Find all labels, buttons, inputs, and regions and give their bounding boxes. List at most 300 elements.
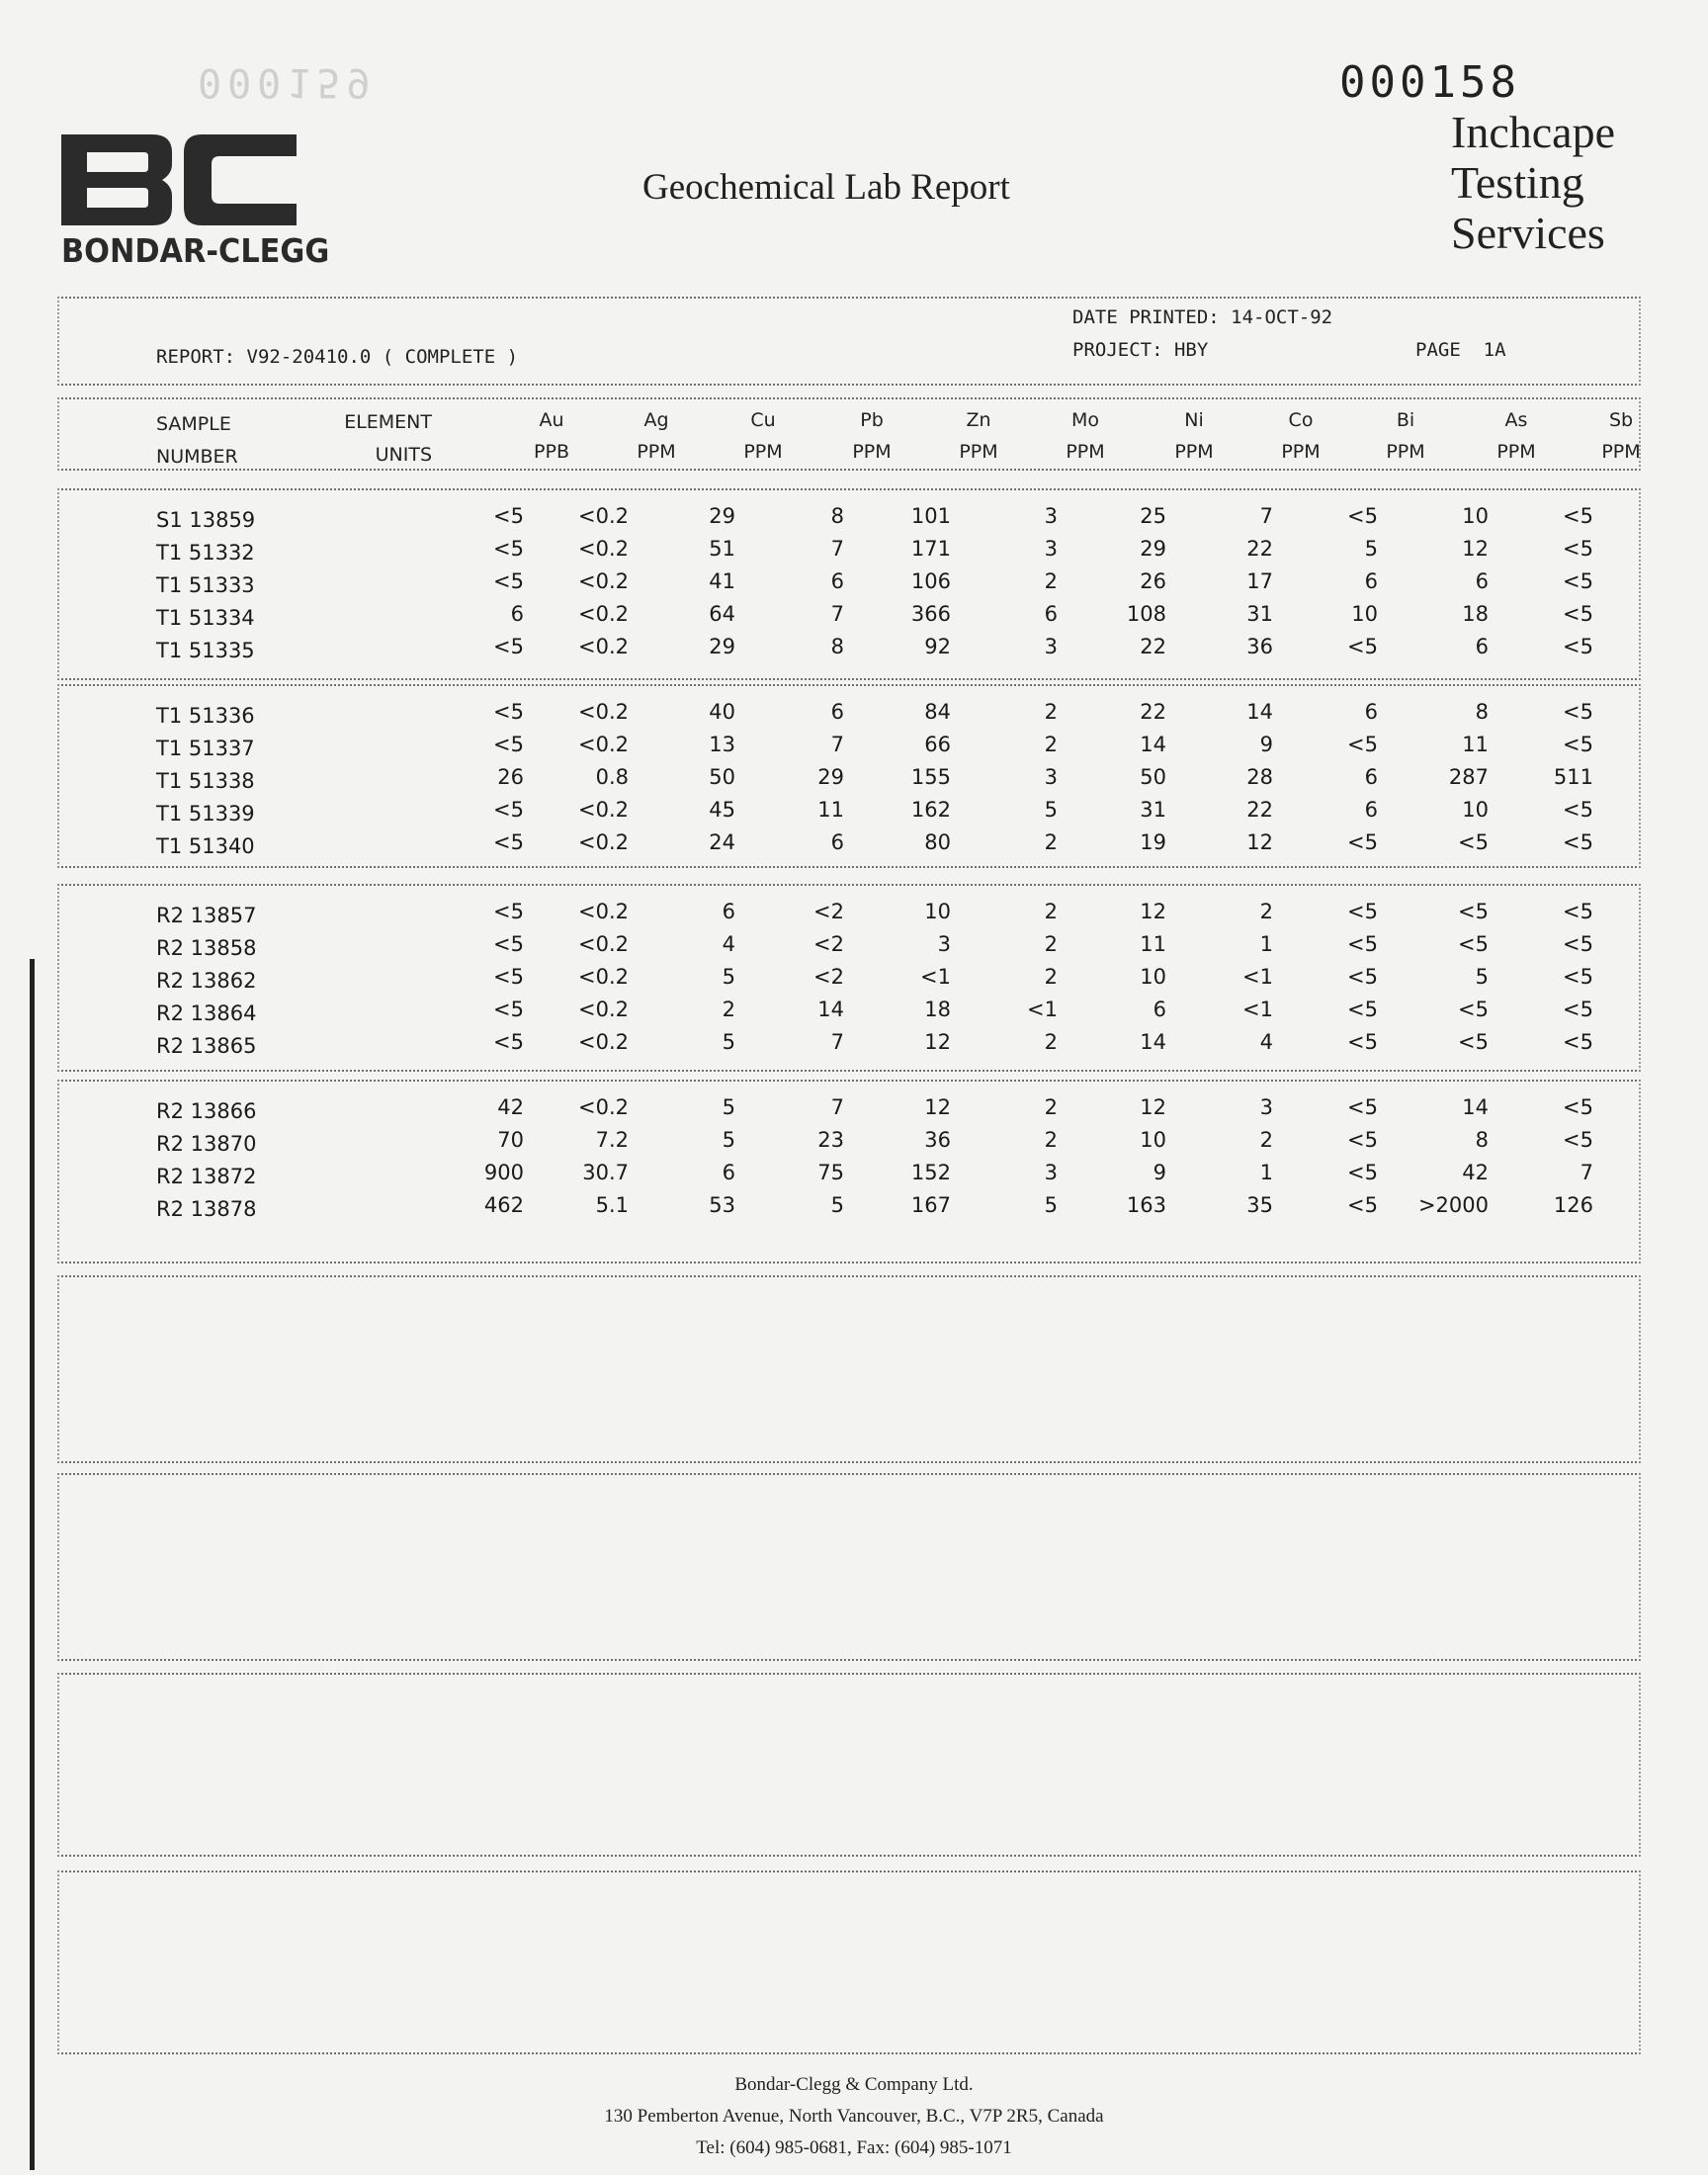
- footer-phone: Tel: (604) 985-0681, Fax: (604) 985-1071: [696, 2137, 1012, 2158]
- cell-zn: 36: [924, 1128, 951, 1152]
- sample-number: R2 13862: [156, 969, 257, 993]
- cell-as: 6: [1475, 635, 1489, 658]
- cell-co: 14: [1246, 700, 1273, 724]
- cell-co: 4: [1259, 1030, 1273, 1054]
- cell-ag: <0.2: [578, 569, 629, 593]
- cell-mo: 2: [1044, 932, 1058, 956]
- cell-ag: 5.1: [595, 1193, 629, 1217]
- cell-co: 12: [1246, 830, 1273, 854]
- table-row: [59, 1128, 1639, 1162]
- cell-sb: <5: [1563, 733, 1593, 756]
- company-name-line: Inchcape: [1451, 107, 1615, 157]
- cell-ni: 14: [1140, 1030, 1166, 1054]
- cell-co: 22: [1246, 537, 1273, 561]
- cell-as: <5: [1458, 998, 1489, 1021]
- cell-au: <5: [493, 998, 524, 1021]
- sample-number: R2 13872: [156, 1165, 257, 1188]
- table-row: [59, 602, 1639, 636]
- report-info-box: [57, 297, 1641, 386]
- cell-sb: <5: [1563, 1030, 1593, 1054]
- cell-sb: <5: [1563, 569, 1593, 593]
- cell-co: 28: [1246, 765, 1273, 789]
- cell-bi: <5: [1347, 635, 1378, 658]
- cell-mo: 2: [1044, 1128, 1058, 1152]
- cell-bi: <5: [1347, 965, 1378, 989]
- cell-mo: 2: [1044, 569, 1058, 593]
- cell-cu: 5: [722, 965, 735, 989]
- cell-sb: <5: [1563, 900, 1593, 923]
- cell-cu: 41: [709, 569, 735, 593]
- cell-bi: 10: [1351, 602, 1378, 626]
- cell-ag: <0.2: [578, 733, 629, 756]
- cell-cu: 2: [722, 998, 735, 1021]
- cell-sb: <5: [1563, 602, 1593, 626]
- cell-ni: 22: [1140, 635, 1166, 658]
- cell-ni: 25: [1140, 504, 1166, 528]
- cell-zn: 3: [937, 932, 951, 956]
- cell-zn: 106: [910, 569, 951, 593]
- column-unit-header: PPM: [1496, 441, 1536, 463]
- cell-sb: <5: [1563, 932, 1593, 956]
- cell-ni: 22: [1140, 700, 1166, 724]
- cell-au: 70: [497, 1128, 524, 1152]
- logo-wordmark: BONDAR-CLEGG: [61, 231, 330, 270]
- cell-ag: <0.2: [578, 998, 629, 1021]
- cell-pb: <2: [813, 965, 844, 989]
- cell-au: <5: [493, 700, 524, 724]
- table-header: [57, 397, 1641, 471]
- document-number: 000158: [1339, 57, 1520, 108]
- cell-pb: 7: [830, 1030, 844, 1054]
- cell-as: 11: [1462, 733, 1489, 756]
- cell-au: 900: [483, 1161, 524, 1184]
- cell-mo: 2: [1044, 965, 1058, 989]
- cell-sb: <5: [1563, 635, 1593, 658]
- cell-zn: 162: [910, 798, 951, 822]
- sample-header: SAMPLE: [156, 413, 231, 435]
- cell-bi: <5: [1347, 932, 1378, 956]
- cell-cu: 53: [709, 1193, 735, 1217]
- cell-sb: <5: [1563, 830, 1593, 854]
- cell-bi: <5: [1347, 1095, 1378, 1119]
- cell-mo: 3: [1044, 635, 1058, 658]
- scan-edge-mark: [30, 959, 35, 2170]
- sample-group: [57, 1080, 1641, 1263]
- cell-zn: 101: [910, 504, 951, 528]
- cell-mo: 2: [1044, 733, 1058, 756]
- cell-sb: <5: [1563, 537, 1593, 561]
- column-unit-header: PPM: [1601, 441, 1641, 463]
- cell-mo: 2: [1044, 1030, 1058, 1054]
- cell-bi: <5: [1347, 998, 1378, 1021]
- cell-sb: <5: [1563, 1095, 1593, 1119]
- cell-zn: 167: [910, 1193, 951, 1217]
- cell-mo: 6: [1044, 602, 1058, 626]
- cell-co: <1: [1242, 965, 1273, 989]
- cell-mo: 2: [1044, 1095, 1058, 1119]
- table-row: [59, 537, 1639, 570]
- cell-cu: 50: [709, 765, 735, 789]
- column-unit-header: PPM: [1281, 441, 1321, 463]
- cell-cu: 24: [709, 830, 735, 854]
- empty-group: [57, 1870, 1641, 2054]
- cell-ni: 163: [1126, 1193, 1166, 1217]
- cell-zn: 171: [910, 537, 951, 561]
- cell-pb: 6: [830, 700, 844, 724]
- cell-sb: 7: [1580, 1161, 1593, 1184]
- company-name-line: Services: [1451, 208, 1605, 258]
- table-row: [59, 569, 1639, 603]
- cell-mo: 3: [1044, 765, 1058, 789]
- cell-au: 26: [497, 765, 524, 789]
- cell-sb: <5: [1563, 798, 1593, 822]
- cell-cu: 64: [709, 602, 735, 626]
- cell-bi: <5: [1347, 1193, 1378, 1217]
- cell-mo: 3: [1044, 537, 1058, 561]
- cell-ni: 14: [1140, 733, 1166, 756]
- empty-group: [57, 1673, 1641, 1857]
- sample-number: R2 13870: [156, 1132, 257, 1156]
- cell-ag: 0.8: [595, 765, 629, 789]
- column-unit-header: PPM: [852, 441, 892, 463]
- cell-cu: 5: [722, 1095, 735, 1119]
- cell-as: <5: [1458, 900, 1489, 923]
- table-row: [59, 1030, 1639, 1064]
- table-row: [59, 998, 1639, 1031]
- cell-pb: 23: [817, 1128, 844, 1152]
- cell-cu: 13: [709, 733, 735, 756]
- cell-as: <5: [1458, 830, 1489, 854]
- cell-ag: <0.2: [578, 830, 629, 854]
- table-row: [59, 733, 1639, 766]
- cell-mo: 2: [1044, 900, 1058, 923]
- cell-zn: 92: [924, 635, 951, 658]
- element-header: ELEMENT: [344, 411, 432, 433]
- sample-number: R2 13858: [156, 936, 257, 960]
- sample-number: T1 51335: [156, 639, 255, 662]
- cell-cu: 29: [709, 504, 735, 528]
- cell-ag: <0.2: [578, 798, 629, 822]
- cell-ag: <0.2: [578, 602, 629, 626]
- cell-co: 7: [1259, 504, 1273, 528]
- cell-ni: 108: [1126, 602, 1166, 626]
- cell-ni: 12: [1140, 1095, 1166, 1119]
- cell-zn: 66: [924, 733, 951, 756]
- column-element-header: Pb: [860, 409, 884, 431]
- project: PROJECT: HBY: [1072, 339, 1209, 361]
- cell-pb: 6: [830, 830, 844, 854]
- cell-sb: <5: [1563, 1128, 1593, 1152]
- cell-cu: 45: [709, 798, 735, 822]
- cell-au: <5: [493, 965, 524, 989]
- column-element-header: Cu: [750, 409, 776, 431]
- cell-ni: 26: [1140, 569, 1166, 593]
- cell-as: 14: [1462, 1095, 1489, 1119]
- cell-sb: 511: [1553, 765, 1593, 789]
- cell-bi: <5: [1347, 733, 1378, 756]
- column-unit-header: PPM: [743, 441, 783, 463]
- cell-pb: 75: [817, 1161, 844, 1184]
- column-unit-header: PPM: [1066, 441, 1105, 463]
- cell-mo: 2: [1044, 830, 1058, 854]
- cell-ni: 10: [1140, 965, 1166, 989]
- table-row: [59, 765, 1639, 799]
- table-row: [59, 830, 1639, 864]
- cell-pb: 11: [817, 798, 844, 822]
- cell-au: <5: [493, 932, 524, 956]
- cell-mo: 5: [1044, 1193, 1058, 1217]
- cell-co: 31: [1246, 602, 1273, 626]
- table-row: [59, 700, 1639, 734]
- page-number: PAGE 1A: [1415, 339, 1506, 361]
- cell-zn: 18: [924, 998, 951, 1021]
- column-element-header: Co: [1288, 409, 1314, 431]
- date-printed: DATE PRINTED: 14-OCT-92: [1072, 306, 1333, 328]
- cell-as: 8: [1475, 1128, 1489, 1152]
- sample-number: R2 13878: [156, 1197, 257, 1221]
- sample-number: T1 51337: [156, 737, 255, 760]
- cell-zn: 80: [924, 830, 951, 854]
- cell-pb: 6: [830, 569, 844, 593]
- table-row: [59, 932, 1639, 966]
- cell-as: 10: [1462, 798, 1489, 822]
- cell-sb: <5: [1563, 700, 1593, 724]
- table-row: [59, 1193, 1639, 1227]
- cell-co: 36: [1246, 635, 1273, 658]
- report-title: Geochemical Lab Report: [642, 167, 1010, 208]
- sample-number: S1 13859: [156, 508, 256, 532]
- cell-sb: <5: [1563, 998, 1593, 1021]
- cell-bi: <5: [1347, 1161, 1378, 1184]
- cell-cu: 4: [722, 932, 735, 956]
- cell-as: 18: [1462, 602, 1489, 626]
- cell-as: 42: [1462, 1161, 1489, 1184]
- sample-number: R2 13865: [156, 1034, 257, 1058]
- sample-group: [57, 884, 1641, 1072]
- sample-number: R2 13857: [156, 904, 257, 927]
- sample-number: T1 51336: [156, 704, 255, 728]
- cell-zn: 84: [924, 700, 951, 724]
- cell-ni: 19: [1140, 830, 1166, 854]
- cell-as: 5: [1475, 965, 1489, 989]
- cell-as: 12: [1462, 537, 1489, 561]
- cell-as: 8: [1475, 700, 1489, 724]
- cell-cu: 40: [709, 700, 735, 724]
- cell-pb: 14: [817, 998, 844, 1021]
- cell-co: 35: [1246, 1193, 1273, 1217]
- cell-ni: 12: [1140, 900, 1166, 923]
- column-element-header: Zn: [966, 409, 991, 431]
- cell-bi: 6: [1364, 798, 1378, 822]
- cell-ag: <0.2: [578, 635, 629, 658]
- cell-pb: 29: [817, 765, 844, 789]
- cell-as: 6: [1475, 569, 1489, 593]
- cell-pb: 7: [830, 602, 844, 626]
- cell-ni: 29: [1140, 537, 1166, 561]
- column-unit-header: PPM: [1174, 441, 1214, 463]
- cell-ag: <0.2: [578, 700, 629, 724]
- cell-ag: 30.7: [582, 1161, 629, 1184]
- ghost-page-number: 000159: [198, 59, 377, 105]
- cell-zn: 366: [910, 602, 951, 626]
- sample-group: [57, 488, 1641, 680]
- cell-sb: <5: [1563, 965, 1593, 989]
- column-element-header: Sb: [1608, 409, 1634, 431]
- cell-zn: 152: [910, 1161, 951, 1184]
- sample-number: R2 13866: [156, 1099, 257, 1123]
- cell-au: <5: [493, 569, 524, 593]
- company-name-line: Testing: [1451, 157, 1584, 208]
- cell-pb: 7: [830, 537, 844, 561]
- cell-ni: 31: [1140, 798, 1166, 822]
- cell-co: 2: [1259, 1128, 1273, 1152]
- cell-bi: 5: [1364, 537, 1378, 561]
- cell-cu: 29: [709, 635, 735, 658]
- footer-address: 130 Pemberton Avenue, North Vancouver, B.C., V7P 2R5, Canada: [604, 2106, 1104, 2127]
- cell-ag: <0.2: [578, 900, 629, 923]
- cell-as: <5: [1458, 932, 1489, 956]
- cell-ni: 6: [1153, 998, 1166, 1021]
- table-row: [59, 504, 1639, 538]
- empty-group: [57, 1473, 1641, 1661]
- cell-cu: 5: [722, 1128, 735, 1152]
- cell-au: <5: [493, 798, 524, 822]
- cell-bi: 6: [1364, 569, 1378, 593]
- sample-number: T1 51332: [156, 541, 255, 565]
- cell-au: 6: [510, 602, 524, 626]
- cell-au: <5: [493, 733, 524, 756]
- cell-pb: 7: [830, 1095, 844, 1119]
- cell-ag: <0.2: [578, 1030, 629, 1054]
- cell-ni: 50: [1140, 765, 1166, 789]
- cell-zn: 10: [924, 900, 951, 923]
- cell-au: <5: [493, 635, 524, 658]
- column-element-header: Ag: [643, 409, 669, 431]
- sample-number: T1 51340: [156, 834, 255, 858]
- cell-zn: 155: [910, 765, 951, 789]
- cell-co: <1: [1242, 998, 1273, 1021]
- cell-bi: <5: [1347, 900, 1378, 923]
- cell-au: <5: [493, 830, 524, 854]
- column-element-header: Mo: [1070, 409, 1100, 431]
- sample-number: T1 51338: [156, 769, 255, 793]
- cell-mo: 5: [1044, 798, 1058, 822]
- company-name: [1451, 107, 1615, 258]
- cell-sb: 126: [1553, 1193, 1593, 1217]
- report-id: REPORT: V92-20410.0 ( COMPLETE ): [156, 346, 519, 368]
- cell-as: >2000: [1417, 1193, 1489, 1217]
- cell-co: 1: [1259, 1161, 1273, 1184]
- cell-au: 462: [483, 1193, 524, 1217]
- cell-pb: <2: [813, 900, 844, 923]
- column-unit-header: PPM: [959, 441, 998, 463]
- cell-zn: <1: [920, 965, 951, 989]
- cell-co: 9: [1259, 733, 1273, 756]
- cell-au: 42: [497, 1095, 524, 1119]
- cell-co: 2: [1259, 900, 1273, 923]
- cell-ag: <0.2: [578, 1095, 629, 1119]
- table-row: [59, 635, 1639, 668]
- cell-au: <5: [493, 537, 524, 561]
- cell-co: 1: [1259, 932, 1273, 956]
- cell-co: 22: [1246, 798, 1273, 822]
- cell-bi: <5: [1347, 1128, 1378, 1152]
- cell-au: <5: [493, 900, 524, 923]
- table-row: [59, 1161, 1639, 1194]
- column-unit-header: PPM: [637, 441, 676, 463]
- cell-ag: <0.2: [578, 537, 629, 561]
- cell-pb: <2: [813, 932, 844, 956]
- units-header: UNITS: [375, 444, 432, 466]
- cell-co: 3: [1259, 1095, 1273, 1119]
- cell-mo: <1: [1027, 998, 1058, 1021]
- cell-cu: 6: [722, 1161, 735, 1184]
- cell-ni: 9: [1153, 1161, 1166, 1184]
- cell-mo: 2: [1044, 700, 1058, 724]
- cell-ni: 10: [1140, 1128, 1166, 1152]
- cell-bi: 6: [1364, 765, 1378, 789]
- cell-as: 287: [1448, 765, 1489, 789]
- column-element-header: Ni: [1184, 409, 1204, 431]
- column-element-header: Au: [539, 409, 564, 431]
- empty-group: [57, 1275, 1641, 1463]
- sample-group: [57, 684, 1641, 868]
- table-row: [59, 965, 1639, 999]
- cell-ni: 11: [1140, 932, 1166, 956]
- cell-co: 17: [1246, 569, 1273, 593]
- cell-pb: 8: [830, 635, 844, 658]
- sample-number: T1 51339: [156, 802, 255, 826]
- sample-number: T1 51333: [156, 573, 255, 597]
- cell-cu: 51: [709, 537, 735, 561]
- cell-cu: 5: [722, 1030, 735, 1054]
- cell-cu: 6: [722, 900, 735, 923]
- cell-mo: 3: [1044, 1161, 1058, 1184]
- number-header: NUMBER: [156, 446, 238, 468]
- cell-bi: 6: [1364, 700, 1378, 724]
- cell-bi: <5: [1347, 830, 1378, 854]
- cell-as: <5: [1458, 1030, 1489, 1054]
- sample-number: R2 13864: [156, 1001, 257, 1025]
- table-row: [59, 900, 1639, 933]
- bondar-clegg-logo: [61, 134, 297, 225]
- sample-number: T1 51334: [156, 606, 255, 630]
- cell-bi: <5: [1347, 1030, 1378, 1054]
- cell-as: 10: [1462, 504, 1489, 528]
- cell-ag: <0.2: [578, 504, 629, 528]
- footer: [0, 2072, 1708, 2171]
- cell-mo: 3: [1044, 504, 1058, 528]
- cell-pb: 7: [830, 733, 844, 756]
- column-element-header: As: [1504, 409, 1528, 431]
- cell-bi: <5: [1347, 504, 1378, 528]
- cell-ag: <0.2: [578, 965, 629, 989]
- cell-au: <5: [493, 1030, 524, 1054]
- cell-zn: 12: [924, 1030, 951, 1054]
- cell-ag: 7.2: [595, 1128, 629, 1152]
- cell-ag: <0.2: [578, 932, 629, 956]
- cell-au: <5: [493, 504, 524, 528]
- footer-company: Bondar-Clegg & Company Ltd.: [734, 2074, 974, 2095]
- table-row: [59, 1095, 1639, 1129]
- table-row: [59, 798, 1639, 831]
- column-unit-header: PPB: [534, 441, 569, 463]
- column-element-header: Bi: [1396, 409, 1415, 431]
- cell-pb: 5: [830, 1193, 844, 1217]
- column-unit-header: PPM: [1386, 441, 1425, 463]
- cell-sb: <5: [1563, 504, 1593, 528]
- cell-zn: 12: [924, 1095, 951, 1119]
